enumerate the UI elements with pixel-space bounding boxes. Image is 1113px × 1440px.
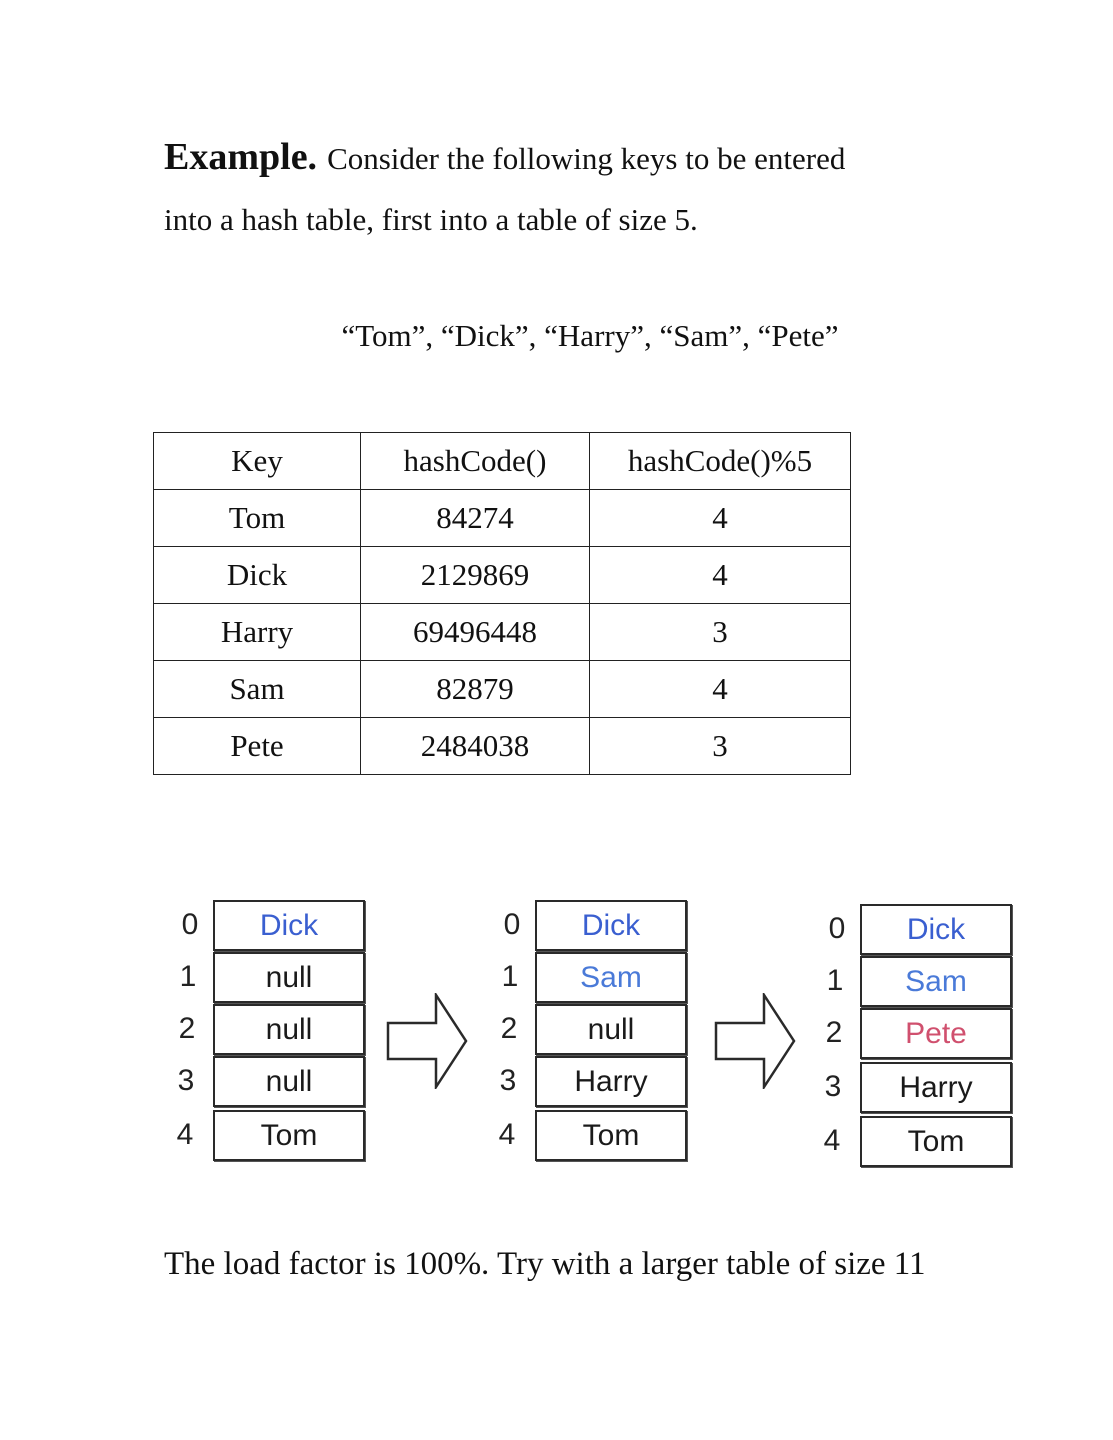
slot-index: 0 xyxy=(181,908,199,941)
cell-key: Pete xyxy=(154,718,361,775)
slot xyxy=(860,1062,1012,1113)
slot-value: null xyxy=(587,1012,635,1046)
slot-index: 2 xyxy=(500,1012,518,1045)
slot-value: null xyxy=(265,960,313,994)
slot xyxy=(213,952,365,1003)
slot-index: 1 xyxy=(501,960,519,993)
slot-index: 0 xyxy=(503,908,521,941)
table-row xyxy=(154,661,851,718)
slot xyxy=(535,900,687,951)
table-row xyxy=(154,490,851,547)
header-hashcode: hashCode() xyxy=(361,433,590,490)
slot-index: 1 xyxy=(826,964,844,997)
header-key: Key xyxy=(154,433,361,490)
intro-text-1: Consider the following keys to be entered xyxy=(327,141,846,176)
cell-hashcode: 2129869 xyxy=(361,547,590,604)
hash-code-table xyxy=(153,432,851,775)
slot-value: Tom xyxy=(260,1118,318,1152)
slot xyxy=(213,1056,365,1107)
table-row xyxy=(154,547,851,604)
slot-index: 0 xyxy=(828,912,846,945)
intro-line-1 xyxy=(164,138,845,176)
cell-hashcode: 84274 xyxy=(361,490,590,547)
slot-index: 2 xyxy=(825,1016,843,1049)
intro-line-2: into a hash table, first into a table of size 5. xyxy=(164,202,698,237)
slot-value: Dick xyxy=(259,908,319,942)
slot xyxy=(213,1110,365,1161)
cell-mod: 4 xyxy=(590,547,851,604)
slot-value: Tom xyxy=(907,1124,965,1158)
slot xyxy=(860,1008,1012,1059)
slot-value: Pete xyxy=(905,1016,967,1050)
slot-index: 4 xyxy=(823,1124,841,1157)
slot-value: Sam xyxy=(905,964,967,998)
example-heading: Example. xyxy=(164,136,318,178)
table-row xyxy=(154,604,851,661)
keys-list: “Tom”, “Dick”, “Harry”, “Sam”, “Pete” xyxy=(341,318,839,353)
cell-key: Dick xyxy=(154,547,361,604)
slot-value: null xyxy=(265,1064,313,1098)
slot-value: Harry xyxy=(574,1064,648,1098)
cell-mod: 4 xyxy=(590,490,851,547)
right-arrow-icon xyxy=(386,993,470,1089)
load-factor-note: The load factor is 100%. Try with a larger table of size 11 xyxy=(164,1246,926,1282)
slot-index: 3 xyxy=(824,1070,842,1103)
slot xyxy=(535,1056,687,1107)
slot-value: Sam xyxy=(580,960,642,994)
slot-value: Dick xyxy=(581,908,641,942)
slot xyxy=(535,1004,687,1055)
slot-index: 3 xyxy=(177,1064,195,1097)
slot xyxy=(213,900,365,951)
slot-index: 1 xyxy=(179,960,197,993)
slot-index: 4 xyxy=(176,1118,194,1151)
right-arrow-icon xyxy=(714,993,798,1089)
slot-value: null xyxy=(265,1012,313,1046)
slot-value: Harry xyxy=(899,1070,973,1104)
slot xyxy=(860,956,1012,1007)
cell-mod: 3 xyxy=(590,718,851,775)
slot xyxy=(535,1110,687,1161)
table-header-row xyxy=(154,433,851,490)
slot xyxy=(860,1116,1012,1167)
slot xyxy=(213,1004,365,1055)
cell-hashcode: 82879 xyxy=(361,661,590,718)
slot xyxy=(535,952,687,1003)
cell-key: Tom xyxy=(154,490,361,547)
cell-mod: 4 xyxy=(590,661,851,718)
slot-index: 4 xyxy=(498,1118,516,1151)
slot-value: Tom xyxy=(582,1118,640,1152)
slot-index: 3 xyxy=(499,1064,517,1097)
table-row xyxy=(154,718,851,775)
cell-key: Sam xyxy=(154,661,361,718)
cell-hashcode: 2484038 xyxy=(361,718,590,775)
slot-index: 2 xyxy=(178,1012,196,1045)
cell-mod: 3 xyxy=(590,604,851,661)
slot xyxy=(860,904,1012,955)
cell-hashcode: 69496448 xyxy=(361,604,590,661)
header-hashcode-mod: hashCode()%5 xyxy=(590,433,851,490)
cell-key: Harry xyxy=(154,604,361,661)
slot-value: Dick xyxy=(906,912,966,946)
